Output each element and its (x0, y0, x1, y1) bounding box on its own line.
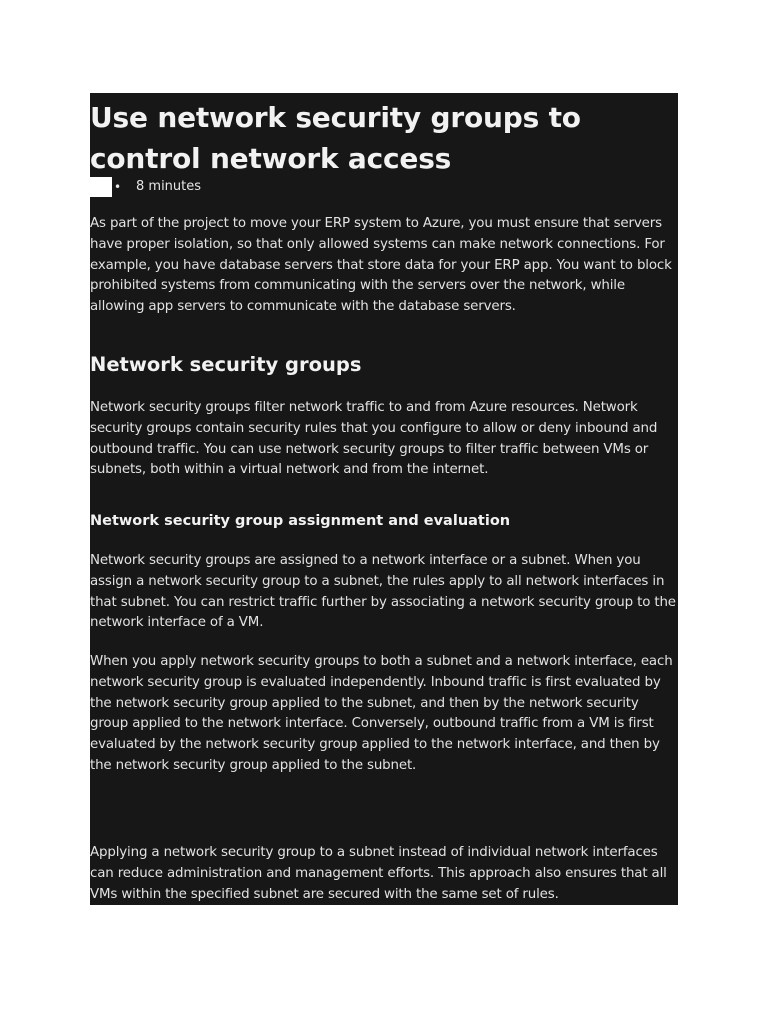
subsection-paragraph-1: Network security groups are assigned to a network interface or a subnet. When you assign a network security group to a subnet, the rules apply to all network interfaces in that subnet. You can restrict traffic further by associating a network security group to the network interface of a VM. (90, 553, 676, 631)
intro-paragraph: As part of the project to move your ERP system to Azure, you must ensure that servers have proper isolation, so that only allowed systems can make network connections. For example, you have database servers that store data for your ERP app. You want to block prohibited systems from communicating with the servers over the network, while allowing app servers to communicate with the database servers. (90, 216, 672, 315)
document-page (90, 93, 678, 905)
reading-time: 8 minutes (136, 179, 202, 194)
subsection-paragraph-3: Applying a network security group to a subnet instead of individual network interfaces can reduce administration and management efforts. This approach also ensures that all VMs within the specified subnet are secured with the same set of rules. (90, 845, 667, 902)
article-meta (90, 177, 390, 197)
section-paragraph: Network security groups filter network traffic to and from Azure resources. Network security groups contain security rules that you configure to allow or deny inbound and outbound traffic. You can use network security groups to filter traffic between VMs or subnets, both within a virtual network and from the internet. (90, 400, 658, 478)
subsection-heading: Network security group assignment and evaluation (90, 513, 511, 529)
page-title: Use network security groups to control network access (90, 101, 581, 175)
meta-placeholder-block (90, 177, 112, 197)
section-heading: Network security groups (90, 353, 362, 376)
bullet-icon: • (114, 180, 122, 194)
subsection-paragraph-2: When you apply network security groups to both a subnet and a network interface, each network security group is evaluated independently. Inbound traffic is first evaluated by the network security group applied to the subnet, and then by the network security group applied to the network interface. Conversely, outbound traffic from a VM is first evaluated by the network security group applied to the network interface, and then by the network security group applied to the subnet. (90, 654, 673, 773)
